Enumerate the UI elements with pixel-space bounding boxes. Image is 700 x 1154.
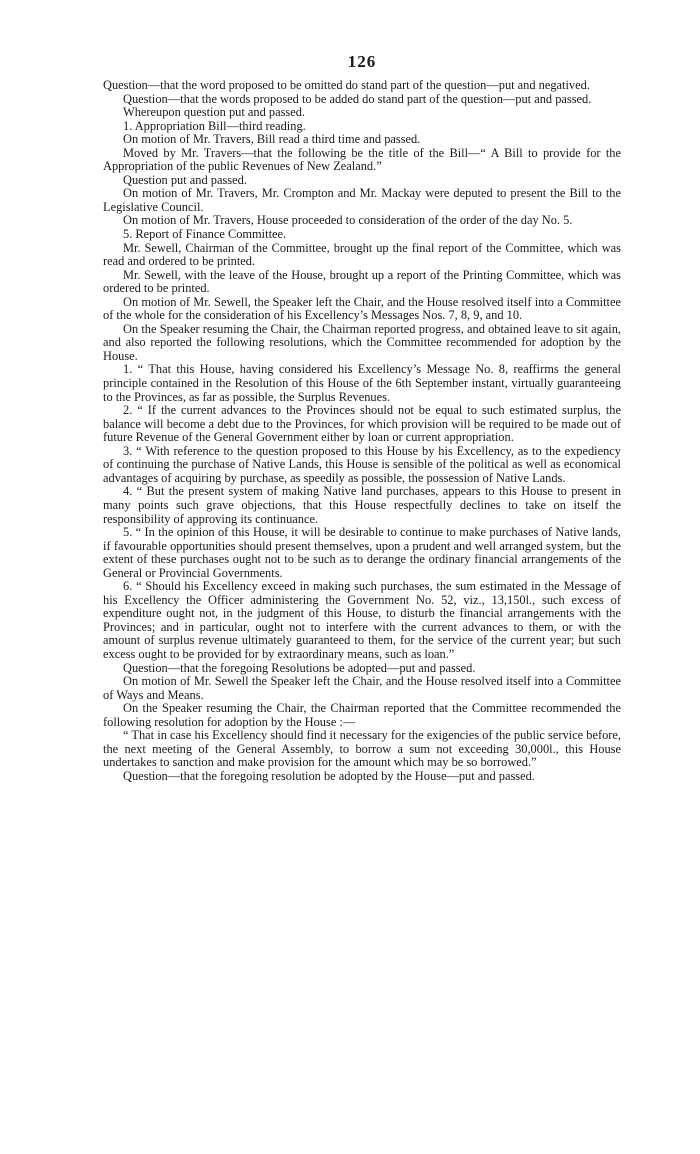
body-text: [103, 79, 621, 783]
paragraph: 5. “ In the opinion of this House, it will be desirable to continue to make purchases of Native lands, if favourable opportunities should present themselves, upon a prudent and well arranged system, but the extent of these purchases ought not to be such as to derange the ordinary financial arrangements of the General or Provincial Governments.: [103, 525, 621, 580]
paragraph: Question—that the foregoing resolution be adopted by the House—put and passed.: [123, 768, 535, 783]
paragraph: 2. “ If the current advances to the Provinces should not be equal to such estimated surplus, the balance will become a debt due to the Provinces, for which provision will be required to be made out of future Revenue of the General Government either by loan or current appropriation.: [103, 403, 621, 445]
paragraph: 6. “ Should his Excellency exceed in making such purchases, the sum estimated in the Message of his Excellency the Officer administering the Government No. 52, viz., 13,150l., such excess of expenditure ought not, in the judgment of this House, to disturb the financial arrangements with the Provinces; and in particular, ought not to interfere with the current advances to them, or with the amount of surplus revenue ultimately guaranteed to them, for the service of the current year; but such excess ought to be provided for by extraordinary means, such as loan.”: [103, 579, 621, 661]
paragraph: On the Speaker resuming the Chair, the Chairman reported that the Committee recommended the following resolution for adoption by the House :—: [103, 701, 621, 729]
paragraph: 1. “ That this House, having considered his Excellency’s Message No. 8, reaffirms the general principle contained in the Resolution of this House of the 6th September instant, virtually guaranteeing to the Provinces, as far as possible, the Surplus Revenues.: [103, 362, 621, 404]
paragraph: On motion of Mr. Travers, Mr. Crompton and Mr. Mackay were deputed to present the Bill to the Legislative Council.: [103, 186, 621, 214]
paragraph: 3. “ With reference to the question proposed to this House by his Excellency, as to the expediency of continuing the purchase of Native Lands, this House is sensible of the political as well as economical advantages of acquiring by purchase, as speedily as possible, the possession of Native Lands.: [103, 443, 621, 485]
paragraph: “ That in case his Excellency should find it necessary for the exigencies of the public service before, the next meeting of the General Assembly, to borrow a sum not exceeding 30,000l., this House undertakes to sanction and make provision for the amount which may be so borrowed.”: [103, 728, 621, 770]
paragraph: On the Speaker resuming the Chair, the Chairman reported progress, and obtained leave to sit again, and also reported the following resolutions, which the Committee recommended for adoption by the House.: [103, 321, 621, 363]
paragraph: Mr. Sewell, Chairman of the Committee, brought up the final report of the Committee, which was read and ordered to be printed.: [103, 240, 621, 269]
paragraph: On motion of Mr. Travers, House proceeded to consideration of the order of the day No. 5.: [123, 213, 573, 228]
paragraph: Moved by Mr. Travers—that the following be the title of the Bill—“ A Bill to provide for the Appropriation of the public Revenues of New Zealand.”: [103, 145, 621, 174]
paragraph: Question put and passed.: [123, 172, 247, 187]
paragraph: Mr. Sewell, with the leave of the House, brought up a report of the Printing Committee, which was ordered to be printed.: [103, 267, 621, 296]
paragraph: On motion of Mr. Sewell the Speaker left the Chair, and the House resolved itself into a Committee of Ways and Means.: [103, 674, 621, 702]
paragraph: Question—that the words proposed to be added do stand part of the question—put and passed.: [123, 91, 592, 106]
paragraph: On motion of Mr. Travers, Bill read a third time and passed.: [123, 132, 421, 147]
paragraph: 1. Appropriation Bill—third reading.: [123, 118, 306, 133]
paragraph: Question—that the foregoing Resolutions be adopted—put and passed.: [123, 660, 476, 675]
paragraph: 4. “ But the present system of making Native land purchases, appears to this House to present in many points such grave objections, that this House respectfully declines to take on itself the responsibility of approving its continuance.: [103, 484, 621, 526]
paragraph: 5. Report of Finance Committee.: [123, 227, 287, 242]
paragraph: On motion of Mr. Sewell, the Speaker left the Chair, and the House resolved itself into a Committee of the whole for the consideration of his Excellency’s Messages Nos. 7, 8, 9, and 10.: [103, 294, 621, 323]
paragraph: Whereupon question put and passed.: [123, 105, 306, 120]
page-number: 126: [347, 52, 377, 71]
paragraph: Question—that the word proposed to be omitted do stand part of the question—put and negatived.: [103, 78, 590, 92]
